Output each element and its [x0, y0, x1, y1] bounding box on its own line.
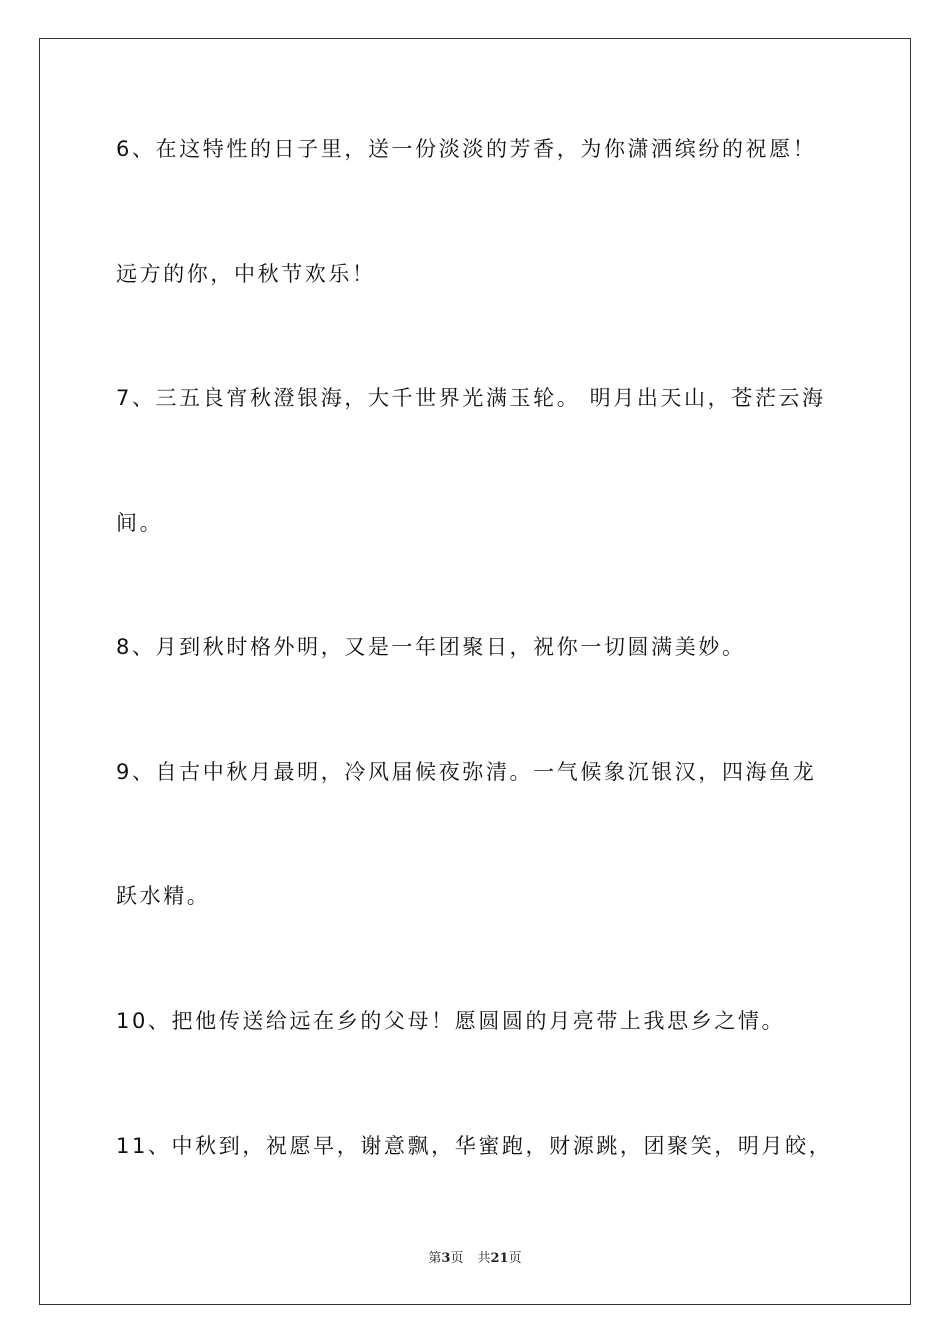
text-line-7: 跃水精。: [116, 884, 211, 908]
text-line-3: 7、三五良宵秋澄银海，大千世界光满玉轮。 明月出天山，苍茫云海: [116, 386, 826, 410]
page-footer: [0, 1247, 950, 1266]
total-pages: 21: [490, 1251, 509, 1266]
page-border: [39, 38, 911, 1305]
text-line-6: 9、自古中秋月最明，冷风届候夜弥清。一气候象沉银汉，四海鱼龙: [116, 760, 817, 784]
total-label-prefix: 共: [477, 1251, 491, 1266]
page-label-prefix: 第: [428, 1251, 442, 1266]
page-number: 3: [441, 1251, 451, 1266]
text-line-8: 10、把他传送给远在乡的父母！愿圆圆的月亮带上我思乡之情。: [116, 1009, 786, 1033]
total-label-suffix: 页: [508, 1251, 522, 1266]
text-line-2: 远方的你，中秋节欢乐！: [116, 262, 376, 286]
text-line-4: 间。: [116, 511, 164, 535]
text-line-9: 11、中秋到，祝愿早，谢意飘，华蜜跑，财源跳，团聚笑，明月皎，: [116, 1134, 833, 1158]
text-line-5: 8、月到秋时格外明，又是一年团聚日，祝你一切圆满美妙。: [116, 635, 746, 659]
text-line-1: 6、在这特性的日子里，送一份淡淡的芳香，为你潇洒缤纷的祝愿！: [116, 137, 817, 161]
page-label-suffix: 页: [450, 1251, 464, 1266]
